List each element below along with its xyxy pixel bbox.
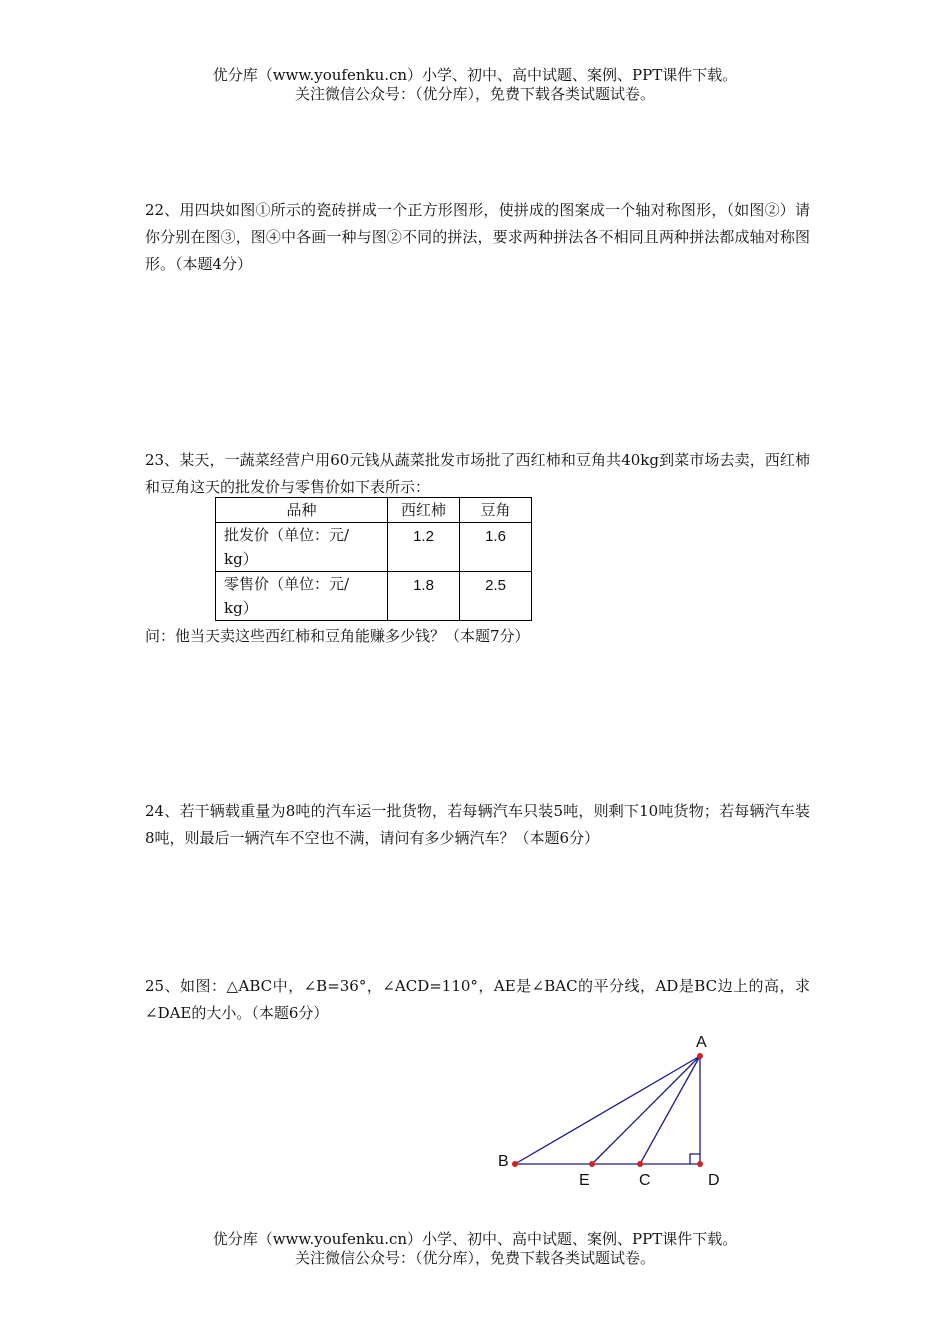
table-cell: 1.2 — [388, 523, 460, 572]
footer-line-1: 优分库（www.youfenku.cn）小学、初中、高中试题、案例、PPT课件下载。 — [212, 1230, 738, 1248]
question-24: 24、若干辆载重量为8吨的汽车运一批货物，若每辆汽车只装5吨，则剩下10吨货物；若每辆汽车装8吨，则最后一辆汽车不空也不满，请问有多少辆汽车？（本题6分） — [145, 802, 810, 847]
label-d: D — [708, 1172, 720, 1189]
question-23: 23、某天，一蔬菜经营户用60元钱从蔬菜批发市场批了西红柿和豆角共40kg到菜市场去卖，西红柿和豆角这天的批发价与零售价如下表所示： — [145, 451, 810, 496]
table-header-row — [216, 498, 532, 523]
table-header-cell: 豆角 — [460, 498, 532, 523]
table-row-label — [216, 572, 388, 621]
figure-lines — [515, 1056, 700, 1164]
row-label-line: 批发价（单位：元/ — [224, 526, 350, 544]
table-cell: 2.5 — [460, 572, 532, 621]
table-row — [216, 572, 532, 621]
triangle-figure — [480, 1025, 740, 1195]
point-c — [637, 1161, 643, 1167]
table-header-cell: 品种 — [216, 498, 388, 523]
point-a — [697, 1053, 703, 1059]
question-25: 25、如图：△ABC中，∠B=36°，∠ACD=110°，AE是∠BAC的平分线，AD是BC边上的高，求∠DAE的大小。（本题6分） — [145, 977, 810, 1022]
label-b: B — [498, 1153, 509, 1170]
price-table — [215, 497, 532, 621]
table-header-cell: 西红柿 — [388, 498, 460, 523]
footer-line-2: 关注微信公众号：（优分库），免费下载各类试题试卷。 — [294, 1249, 655, 1267]
question-23-ask: 问：他当天卖这些西红柿和豆角能赚多少钱？（本题7分） — [145, 627, 530, 645]
table-cell: 1.6 — [460, 523, 532, 572]
header-line-1: 优分库（www.youfenku.cn）小学、初中、高中试题、案例、PPT课件下载。 — [212, 66, 738, 84]
table-cell: 1.8 — [388, 572, 460, 621]
table-row — [216, 523, 532, 572]
point-b — [512, 1161, 518, 1167]
row-label-unit: kg） — [224, 599, 258, 617]
table-row-label — [216, 523, 388, 572]
row-label-unit: kg） — [224, 550, 258, 568]
question-22: 22、用四块如图①所示的瓷砖拼成一个正方形图形，使拼成的图案成一个轴对称图形，（如图②）请你分别在图③，图④中各画一种与图②不同的拼法，要求两种拼法各不相同且两种拼法都成轴对称图形。（本题4分） — [145, 201, 810, 273]
point-e — [589, 1161, 595, 1167]
label-a: A — [696, 1034, 707, 1051]
label-c: C — [639, 1172, 651, 1189]
label-e: E — [579, 1172, 590, 1189]
point-d — [697, 1161, 703, 1167]
segment-ac — [640, 1056, 700, 1164]
row-label-line: 零售价（单位：元/ — [224, 575, 350, 593]
header-line-2: 关注微信公众号：（优分库），免费下载各类试题试卷。 — [294, 85, 655, 103]
